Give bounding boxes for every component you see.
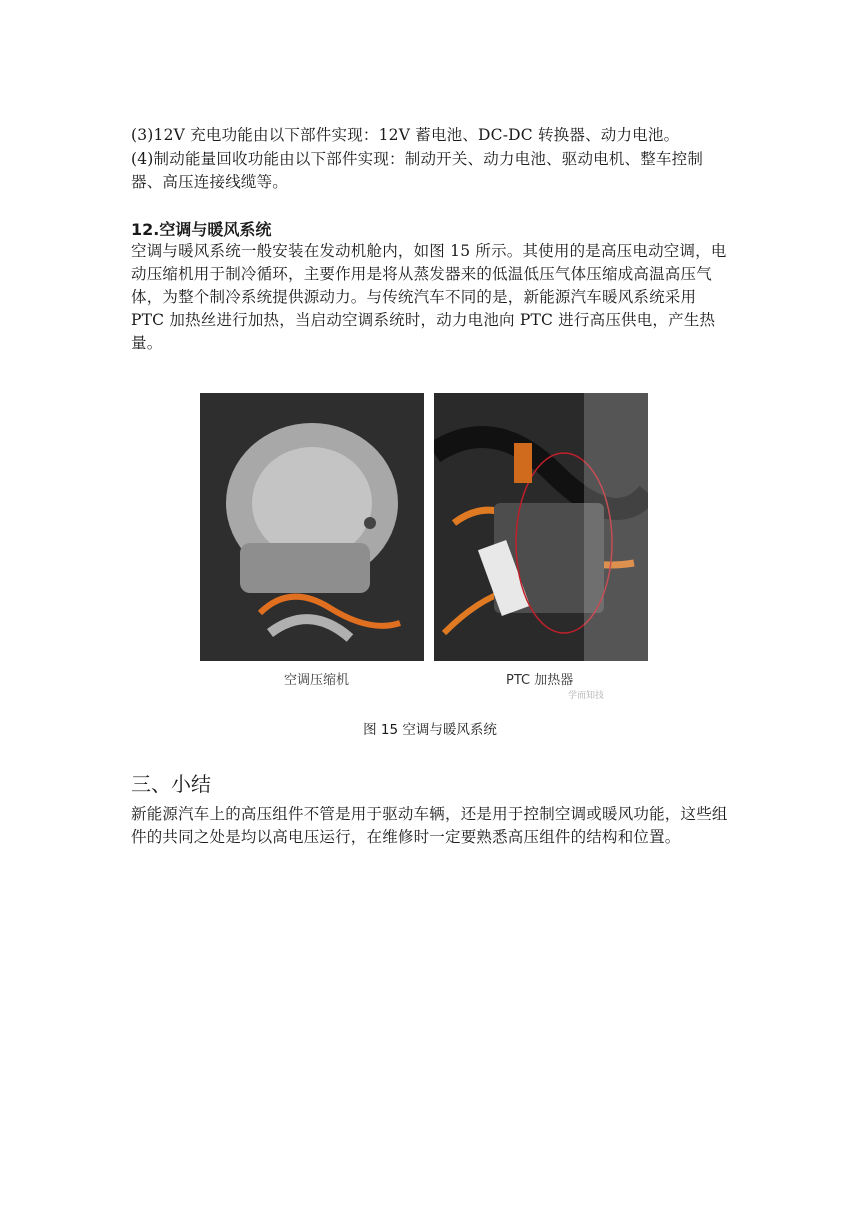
section-title-summary: 三、小结 bbox=[131, 772, 211, 796]
list-item-3: (3)12V 充电功能由以下部件实现：12V 蓄电池、DC-DC 转换器、动力电池。 bbox=[131, 126, 680, 144]
figure-15 bbox=[196, 386, 656, 706]
paragraph-hvac: 空调与暖风系统一般安装在发动机舱内，如图 15 所示。其使用的是高压电动空调，电动压缩机用于制冷循环，主要作用是将从蒸发器来的低温低压气体压缩成高温高压气体，为整个制冷系统提供源动力。与传统汽车不同的是，新能源汽车暖风系统采用 PTC 加热丝进行加热，当启动空调系统时，动力电池向 PTC 进行高压供电，产生热量。 bbox=[131, 242, 727, 352]
figure-caption: 图 15 空调与暖风系统 bbox=[363, 722, 497, 738]
compressor-illustration bbox=[200, 393, 424, 661]
ptc-heater-label: PTC 加热器 bbox=[506, 673, 574, 688]
watermark-text: 学而知技 bbox=[568, 691, 605, 701]
list-item-4: (4)制动能量回收功能由以下部件实现：制动开关、动力电池、驱动电机、整车控制器、高压连接线缆等。 bbox=[131, 150, 704, 191]
section-heading-12: 12.空调与暖风系统 bbox=[131, 220, 272, 239]
compressor-photo bbox=[200, 393, 424, 661]
ptc-heater-photo bbox=[434, 393, 648, 661]
paragraph-summary: 新能源汽车上的高压组件不管是用于驱动车辆，还是用于控制空调或暖风功能，这些组件的共同之处是均以高电压运行，在维修时一定要熟悉高压组件的结构和位置。 bbox=[131, 805, 728, 846]
ptc-heater-illustration bbox=[434, 393, 648, 661]
compressor-label: 空调压缩机 bbox=[284, 673, 350, 688]
